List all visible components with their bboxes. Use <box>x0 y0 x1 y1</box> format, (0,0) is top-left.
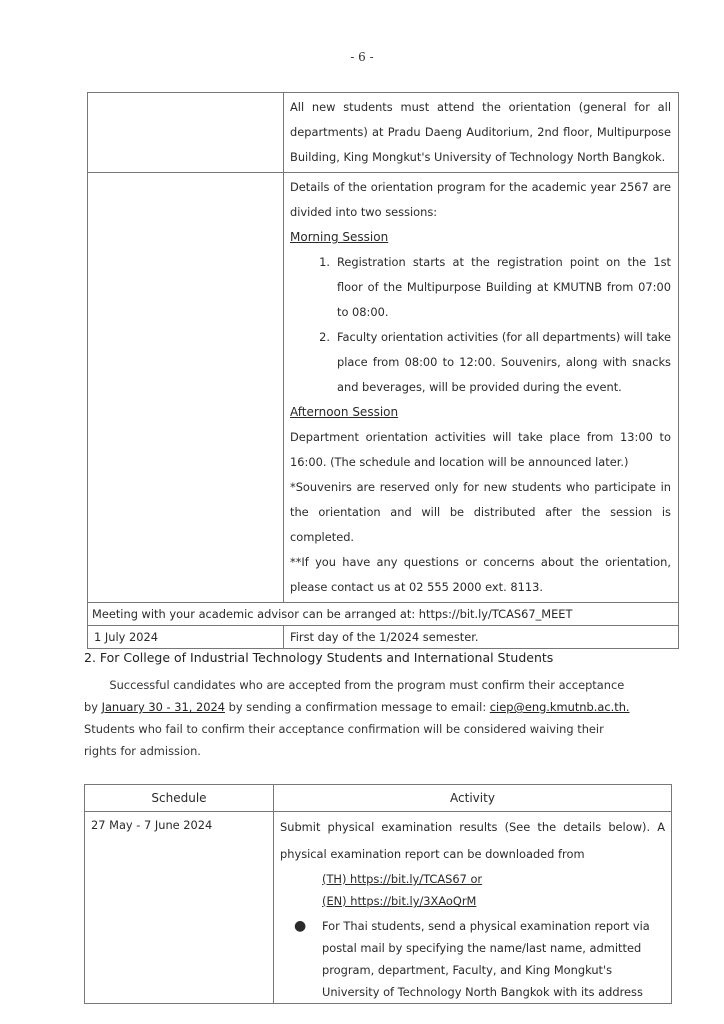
semester-cell: First day of the 1/2024 semester. <box>284 626 679 649</box>
empty-cell <box>88 93 284 173</box>
table-row <box>85 812 672 1004</box>
table-row <box>88 173 679 603</box>
table-cell <box>284 93 679 173</box>
program-intro: Details of the orientation program for the academic year 2567 are divided into two sessions: <box>290 180 671 219</box>
orientation-text: All new students must attend the orientation (general for all departments) at Pradu Daeng Auditorium, 2nd floor, Multipurpose Building, King Mongkut's University of Technology North Bangkok. <box>290 100 671 164</box>
bullet-icon: ● <box>294 918 307 934</box>
column-header: Activity <box>274 785 672 812</box>
advisor-row: Meeting with your academic advisor can be arranged at: https://bit.ly/TCAS67_MEET <box>88 603 679 626</box>
table-row <box>88 603 679 626</box>
link-en[interactable]: (EN) https://bit.ly/3XAoQrM <box>322 894 477 908</box>
table-header-row <box>85 785 672 812</box>
morning-session-title: Morning Session <box>290 230 389 244</box>
morning-session-list <box>290 250 671 400</box>
section-heading: 2. For College of Industrial Technology Students and International Students <box>84 650 554 665</box>
table-row <box>88 626 679 649</box>
souvenir-note: *Souvenirs are reserved only for new students who participate in the orientation and will be distributed after the session is completed. <box>290 480 671 544</box>
afternoon-session-title: Afternoon Session <box>290 405 399 419</box>
activity-cell <box>274 812 672 1004</box>
activity-text: Submit physical examination results (See the details below). A physical examination report can be downloaded from <box>280 820 665 861</box>
orientation-table <box>87 92 679 649</box>
email-link[interactable]: ciep@eng.kmutnb.ac.th. <box>489 700 630 714</box>
schedule-table <box>84 784 672 1004</box>
list-item: 2. Faculty orientation activities (for all departments) will take place from 08:00 to 12:00. Souvenirs, along with snacks and beverages, will be provided during the event. <box>319 330 671 394</box>
empty-cell <box>88 173 284 603</box>
table-cell <box>284 173 679 603</box>
afternoon-text: Department orientation activities will take place from 13:00 to 16:00. (The schedule and location will be announced later.) <box>290 430 671 469</box>
table-row <box>88 93 679 173</box>
page-number: - 6 - <box>350 50 374 64</box>
list-item: 1. Registration starts at the registration point on the 1st floor of the Multipurpose Building at KMUTNB from 07:00 to 08:00. <box>319 255 671 319</box>
contact-note: **If you have any questions or concerns about the orientation, please contact us at 02 555 2000 ext. 8113. <box>290 555 671 594</box>
schedule-date: 27 May - 7 June 2024 <box>85 812 274 1004</box>
confirmation-paragraph: Successful candidates who are accepted from the program must confirm their acceptance by January 30 - 31, 2024 by sending a confirmation message to email: ciep@eng.kmutnb.ac.th. Students who fail to confirm their acceptance confirmation will be considered waiving their rights for admission. <box>84 678 630 758</box>
deadline-date: January 30 - 31, 2024 <box>101 700 225 714</box>
list-item: ● For Thai students, send a physical examination report via postal mail by specifying the name/last name, admitted program, department, Faculty, and King Mongkut's University of Technology North Bangkok with its address <box>294 915 665 1003</box>
date-cell: 1 July 2024 <box>88 626 284 649</box>
link-th[interactable]: (TH) https://bit.ly/TCAS67 or <box>322 872 483 886</box>
column-header: Schedule <box>85 785 274 812</box>
